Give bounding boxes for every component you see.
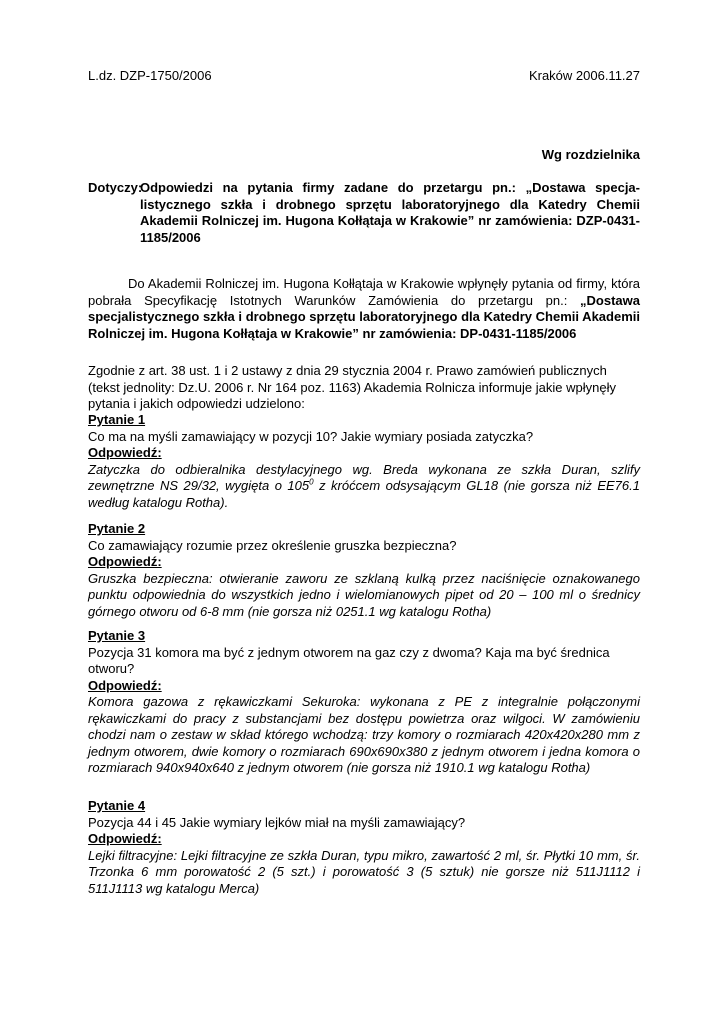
question-text: Pozycja 44 i 45 Jakie wymiary lejków miał na myśli zamawiający?: [88, 814, 466, 830]
answer-label: Odpowiedź:: [88, 677, 162, 693]
answer-label: Odpowiedź:: [88, 831, 162, 846]
question-text: Co zamawiający rozumie przez określenie gruszka bezpieczna?: [88, 537, 457, 553]
question-title: Pytanie 3: [88, 628, 146, 643]
question-title: Pytanie 1: [88, 412, 146, 427]
place-and-date: Kraków 2006.11.27: [528, 68, 640, 83]
intro-tender-name: „Dostawa specjalistycznego szkła i drobnego sprzętu laboratoryjnego dla Katedry Chemii Akademii Rolniczej im. Hugona Kołłątaja w Krakowie” nr zamówienia: DP-0431-1185/2006: [88, 292, 640, 341]
intro-text: Do Akademii Rolniczej im. Hugona Kołłątaja w Krakowie wpłynęły pytania od firmy, która pobrała Specyfikację Istotnych Warunków Zamówienia do przetargu pn.:: [88, 276, 640, 308]
letter-header: [88, 68, 640, 84]
degree-superscript: 0: [309, 477, 314, 487]
question-text: Pozycja 31 komora ma być z jednym otworem na gaz czy z dwoma? Kaja ma być średnica otworu?: [88, 644, 610, 676]
answer-label: Odpowiedź:: [88, 554, 162, 569]
reference-number: L.dz. DZP-1750/2006: [88, 68, 212, 83]
answer-text: Zatyczka do odbieralnika destylacyjnego wg. Breda wykonana ze szkła Duran, szlify zewnętrzne NS 29/32, wygięta o $105^0$ z króćcem odsysającym GL18 (nie gorsza niż EE76.1 według katalogu Rotha).: [88, 461, 640, 510]
question-text: Co ma na myśli zamawiający w pozycji 10? Jakie wymiary posiada zatyczka?: [88, 428, 534, 444]
subject-block: [88, 180, 640, 246]
question-block-3: [88, 628, 640, 777]
answer-text: Komora gazowa z rękawiczkami Sekuroka: wykonana z PE z integralnie połączonymi rękawiczkami do pracy z substancjami bez dostępu powietrza oraz wilgoci. W zamówieniu chodzi nam o zestaw w skład którego wchodzą: trzy komory o rozmiarach 420x420x280 mm z jednym otworem, dwie komory o rozmiarach 690x690x380 z jednym otworem i jedna komora o rozmiarach 940x940x640 z jednym otworem (nie gorsza niż 1910.1 wg katalogu Rotha): [88, 694, 640, 775]
recipients-line: Wg rozdzielnika: [541, 147, 640, 162]
intro-paragraph: [88, 276, 640, 342]
question-title: Pytanie 4: [88, 798, 146, 813]
answer-label: Odpowiedź:: [88, 445, 162, 460]
legal-basis-paragraph: Zgodnie z art. 38 ust. 1 i 2 ustawy z dnia 29 stycznia 2004 r. Prawo zamówień publicznych (tekst jednolity: Dz.U. 2006 r. Nr 164 poz. 1163) Akademia Rolnicza informuje jakie wpłynęły pytania i jakich odpowiedzi udzielono:: [88, 363, 616, 411]
question-block-4: [88, 798, 640, 897]
question-block-2: [88, 521, 640, 620]
answer-text: Gruszka bezpieczna: otwieranie zaworu ze szklaną kulką przez naciśnięcie oznakowanego punktu odpowiednia do wszystkich jedno i wielomianowych pipet od 20 – 100 ml o średnicy górnego otworu od 6-8 mm (nie gorsza niż 0251.1 wg katalogu Rotha): [88, 570, 640, 619]
subject-label: Dotyczy:: [88, 180, 143, 195]
question-title: Pytanie 2: [88, 521, 146, 536]
answer-text: Lejki filtracyjne: Lejki filtracyjne ze szkła Duran, typu mikro, zawartość 2 ml, śr. Płytki 10 mm, śr. Trzonka 6 mm porowatość 2 (5 szt.) i porowatość 3 (5 sztuk) nie gorsze niż 511J1112 i 511J1113 wg katalogu Merca): [88, 847, 640, 896]
question-block-1: [88, 412, 640, 511]
subject-text: Odpowiedzi na pytania firmy zadane do przetargu pn.: „Dostawa specja-listycznego szkła i drobnego sprzętu laboratoryjnego dla Katedry Chemii Akademii Rolniczej im. Hugona Kołłątaja w Krakowie” nr zamówienia: DZP-0431-1185/2006: [140, 180, 640, 245]
